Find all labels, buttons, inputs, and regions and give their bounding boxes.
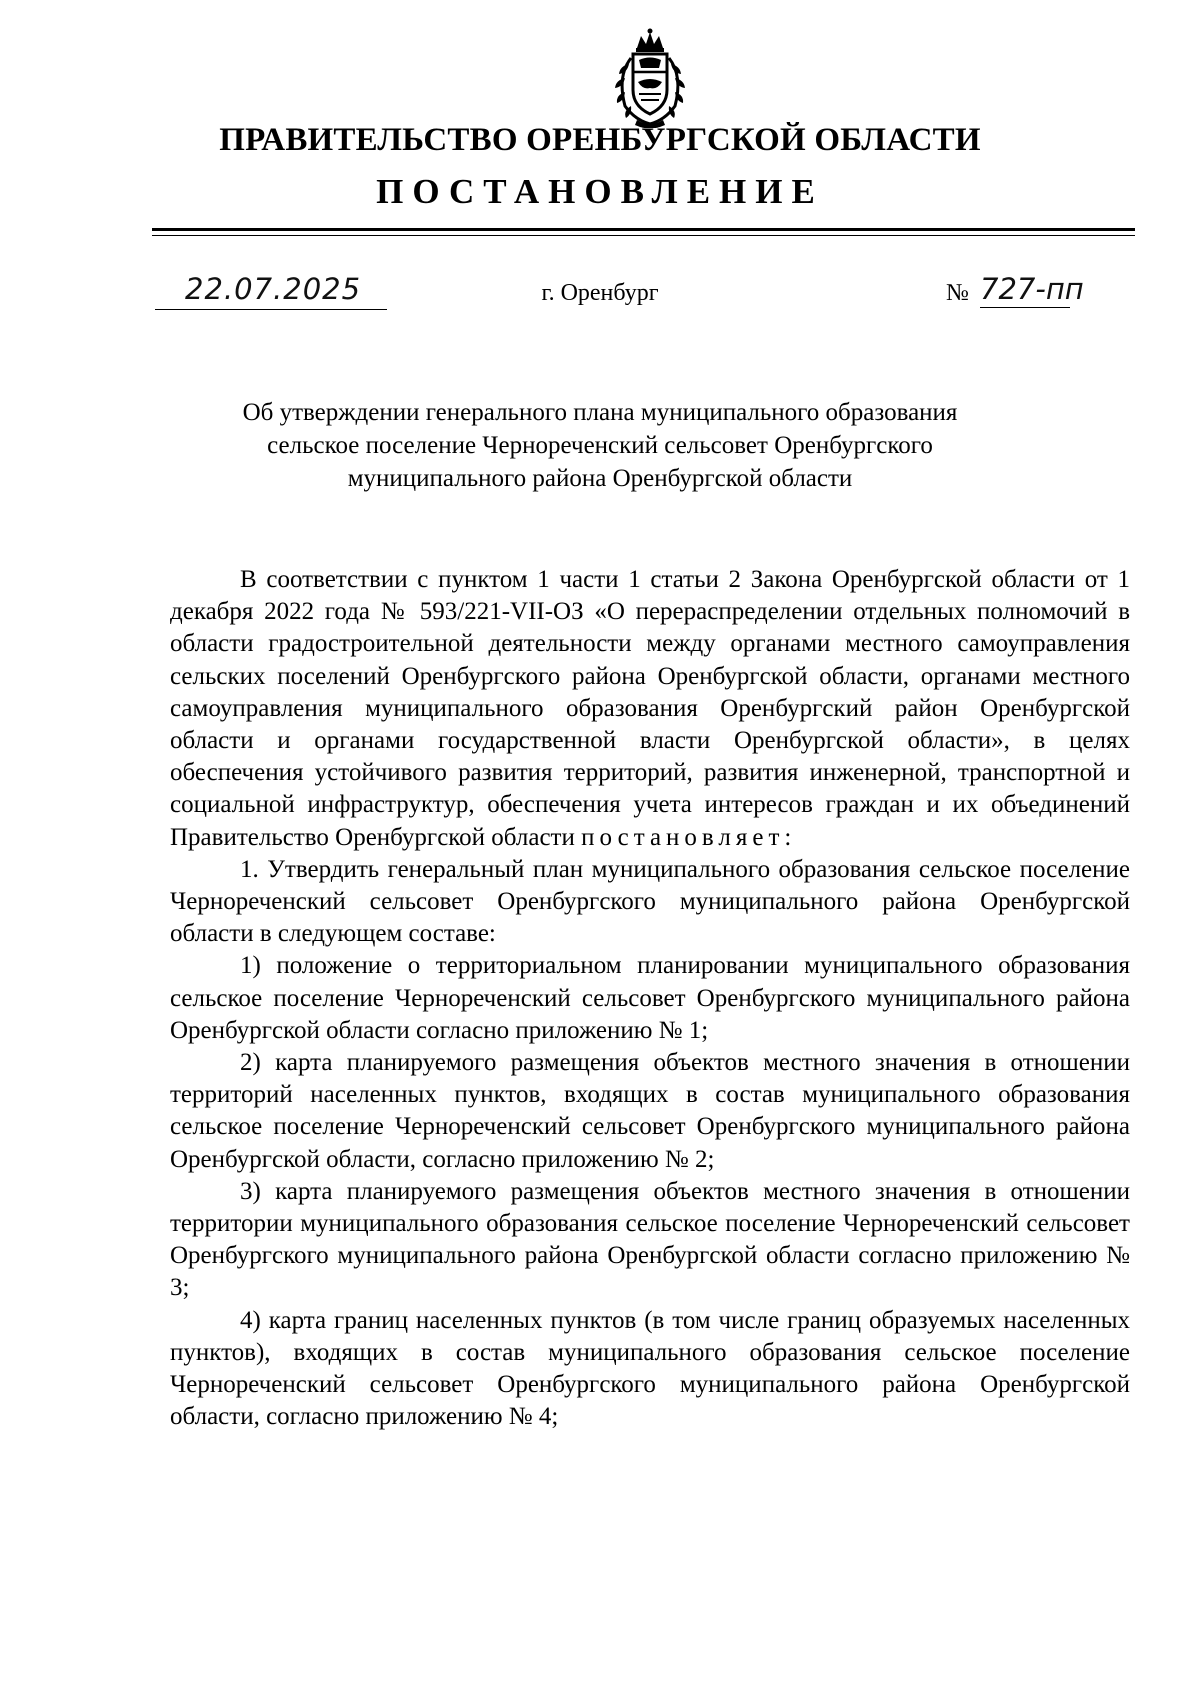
document-body xyxy=(170,564,1130,1433)
preamble-text: В соответствии с пунктом 1 части 1 статьи 2 Закона Оренбургской области от 1 декабря 2022 года № 593/221-VII-ОЗ «О перераспределении отдельных полномочий в области градостроительной деятельности между органами местного самоуправления сельских поселений Оренбургского района Оренбургской области, органами местного самоуправления муниципального образования Оренбургский район Оренбургской области и органами государственной власти Оренбургской области», в целях обеспечения устойчивого развития территорий, развития инженерной, транспортной и социальной инфраструктур, обеспечения учета интересов граждан и их объединений Правительство Оренбургской области xyxy=(170,566,1130,851)
coat-of-arms-icon xyxy=(603,28,697,128)
document-city: г. Оренбург xyxy=(541,280,659,306)
document-type-title: ПОСТАНОВЛЕНИЕ xyxy=(376,172,824,211)
subject-line: Об утверждении генерального плана муниципального образования xyxy=(242,399,958,426)
document-date: 22.07.2025 xyxy=(185,272,362,306)
subject-line: сельское поселение Чернореченский сельсовет Оренбургского xyxy=(267,432,933,459)
number-underline xyxy=(980,307,1070,308)
subitem-4: 4) карта границ населенных пунктов (в том числе границ образуемых населенных пунктов), входящих в состав муниципального образования сельское поселение Чернореченский сельсовет Оренбургского муниципального района Оренбургской области, согласно приложению № 4; xyxy=(170,1306,1130,1431)
resolves-word: постановляет: xyxy=(581,823,797,851)
subject-line: муниципального района Оренбургской области xyxy=(347,465,853,492)
document-number-field xyxy=(946,272,1126,312)
date-underline xyxy=(155,309,387,310)
subitem-1: 1) положение о территориальном планировании муниципального образования сельское поселение Чернореченский сельсовет Оренбургского муниципального района Оренбургской области согласно приложению № 1; xyxy=(170,952,1130,1044)
subitem-3: 3) карта планируемого размещения объектов местного значения в отношении территории муниципального образования сельское поселение Чернореченский сельсовет Оренбургского муниципального района Оренбургской области согласно приложению № 3; xyxy=(170,1177,1130,1302)
organization-title: ПРАВИТЕЛЬСТВО ОРЕНБУРГСКОЙ ОБЛАСТИ xyxy=(219,122,981,158)
document-number: 727-пп xyxy=(980,272,1084,306)
number-sign: № xyxy=(946,280,969,306)
header-rule-thin xyxy=(152,235,1135,236)
document-subject xyxy=(160,396,1040,495)
subitem-2: 2) карта планируемого размещения объектов местного значения в отношении территорий населенных пунктов, входящих в состав муниципального образования сельское поселение Чернореченский сельсовет Оренбургского муниципального района Оренбургской области, согласно приложению № 2; xyxy=(170,1049,1130,1173)
preamble-paragraph xyxy=(170,564,1130,854)
item-1: 1. Утвердить генеральный план муниципального образования сельское поселение Чернореченский сельсовет Оренбургского муниципального района Оренбургской области в следующем составе: xyxy=(170,855,1130,948)
header-rule-thick xyxy=(152,228,1135,231)
